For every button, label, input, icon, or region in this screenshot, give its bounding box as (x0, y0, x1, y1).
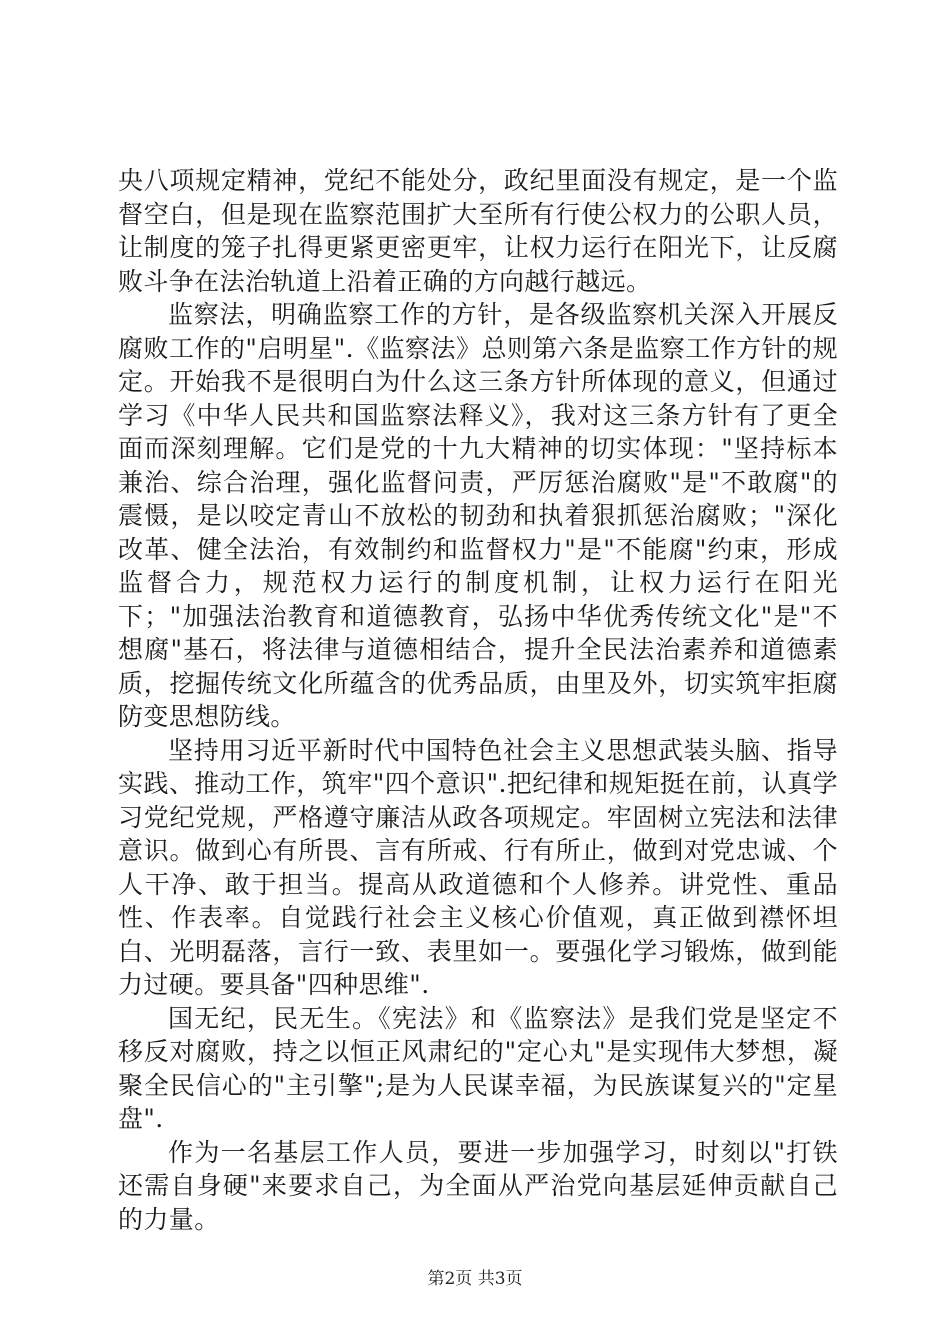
paragraph-4: 国无纪，民无生。《宪法》和《监察法》是我们党是坚定不移反对腐败，持之以恒正风肃纪的"定心丸"是实现伟大梦想，凝聚全民信心的"主引擎";是为人民谋幸福，为民族谋复兴的"定星盘". (118, 1003, 838, 1133)
paragraph-1: 央八项规定精神，党纪不能处分，政纪里面没有规定，是一个监督空白，但是现在监察范围扩大至所有行使公权力的公职人员，让制度的笼子扎得更紧更密更牢，让权力运行在阳光下，让反腐败斗争在法治轨道上沿着正确的方向越行越远。 (118, 166, 838, 296)
page-number-footer: 第2页 共3页 (427, 1269, 523, 1289)
paragraph-3: 坚持用习近平新时代中国特色社会主义思想武装头脑、指导实践、推动工作，筑牢"四个意识".把纪律和规矩挺在前，认真学习党纪党规，严格遵守廉洁从政各项规定。牢固树立宪法和法律意识。做到心有所畏、言有所戒、行有所止，做到对党忠诚、个人干净、敢于担当。提高从政道德和个人修养。讲党性、重品性、作表率。自觉践行社会主义核心价值观，真正做到襟怀坦白、光明磊落，言行一致、表里如一。要强化学习锻炼，做到能力过硬。要具备"四种思维". (118, 735, 838, 999)
paragraph-5: 作为一名基层工作人员，要进一步加强学习，时刻以"打铁还需自身硬"来要求自己，为全面从严治党向基层延伸贡献自己的力量。 (118, 1137, 838, 1234)
paragraph-2: 监察法，明确监察工作的方针，是各级监察机关深入开展反腐败工作的"启明星".《监察法》总则第六条是监察工作方针的规定。开始我不是很明白为什么这三条方针所体现的意义，但通过学习《中华人民共和国监察法释义》，我对这三条方针有了更全面而深刻理解。它们是党的十九大精神的切实体现："坚持标本兼治、综合治理，强化监督问责，严厉惩治腐败"是"不敢腐"的震慑，是以咬定青山不放松的韧劲和执着狠抓惩治腐败；"深化改革、健全法治，有效制约和监督权力"是"不能腐"约束，形成监督合力，规范权力运行的制度机制，让权力运行在阳光下；"加强法治教育和道德教育，弘扬中华优秀传统文化"是"不想腐"基石，将法律与道德相结合，提升全民法治素养和道德素质，挖掘传统文化所蕴含的优秀品质，由里及外，切实筑牢拒腐防变思想防线。 (118, 300, 838, 731)
document-body (118, 164, 838, 1236)
